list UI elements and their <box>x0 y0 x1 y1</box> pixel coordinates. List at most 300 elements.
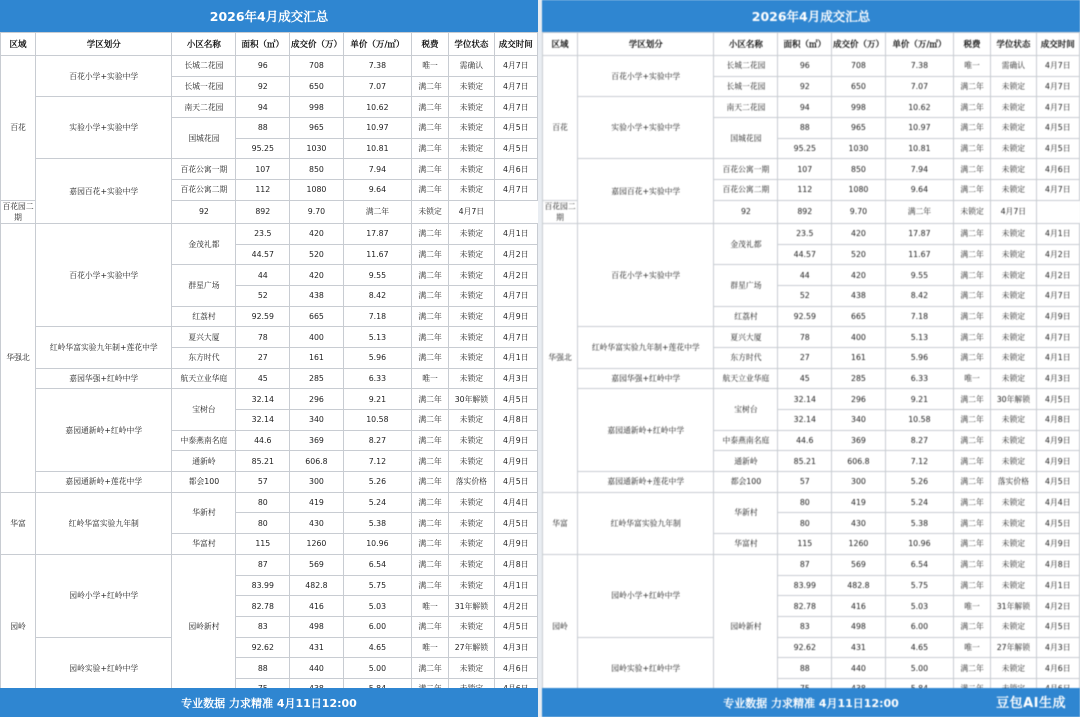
unit-price-cell: 10.81 <box>885 138 953 159</box>
deal-time-cell: 4月7日 <box>494 56 537 77</box>
deal-time-cell: 4月5日 <box>494 472 537 493</box>
unit-price-cell: 10.96 <box>885 534 953 555</box>
school-status-cell: 30年解锁 <box>449 389 494 410</box>
community-cell: 百花公寓一期 <box>172 159 236 180</box>
table-row <box>1 159 538 180</box>
table-body <box>543 56 1080 700</box>
deal-time-cell: 4月9日 <box>1036 430 1079 451</box>
area-cell: 92.62 <box>236 637 290 658</box>
tax-cell: 满二年 <box>953 616 990 637</box>
unit-price-cell: 17.87 <box>885 223 953 244</box>
deal-time-cell: 4月7日 <box>449 200 494 223</box>
area-cell: 115 <box>778 534 832 555</box>
school-district-cell: 红岭华富实验九年制 <box>36 492 172 554</box>
school-district-cell: 百花小学+实验中学 <box>36 223 172 326</box>
column-header: 成交价（万） <box>290 33 344 56</box>
unit-price-cell: 5.38 <box>343 513 411 534</box>
tax-cell: 满二年 <box>953 389 990 410</box>
unit-price-cell: 7.18 <box>343 306 411 327</box>
deal-time-cell: 4月1日 <box>494 575 537 596</box>
unit-price-cell: 7.38 <box>885 56 953 77</box>
table-row <box>543 223 1080 244</box>
unit-price-cell: 5.13 <box>343 327 411 348</box>
tax-cell: 满二年 <box>953 327 990 348</box>
school-district-cell: 嘉园通新岭+红岭中学 <box>578 389 714 472</box>
area-cell: 32.14 <box>778 389 832 410</box>
school-status-cell: 未锁定 <box>449 76 494 97</box>
tax-cell: 唯一 <box>411 596 448 617</box>
school-status-cell: 未锁定 <box>449 306 494 327</box>
deal-time-cell: 4月7日 <box>494 180 537 201</box>
price-cell: 965 <box>832 118 886 139</box>
deal-time-cell: 4月5日 <box>1036 118 1079 139</box>
price-cell: 665 <box>290 306 344 327</box>
deal-time-cell: 4月3日 <box>1036 637 1079 658</box>
region-cell: 华富 <box>543 492 578 554</box>
price-cell: 892 <box>778 200 832 223</box>
summary-panel-left <box>0 0 538 717</box>
price-cell: 650 <box>832 76 886 97</box>
price-cell: 430 <box>832 513 886 534</box>
tax-cell: 满二年 <box>411 534 448 555</box>
area-cell: 85.21 <box>778 451 832 472</box>
price-cell: 369 <box>290 430 344 451</box>
area-cell: 44.6 <box>236 430 290 451</box>
price-cell: 419 <box>832 492 886 513</box>
unit-price-cell: 10.62 <box>885 97 953 118</box>
tax-cell: 满二年 <box>885 200 953 223</box>
deal-time-cell: 4月4日 <box>1036 492 1079 513</box>
deal-time-cell: 4月1日 <box>1036 223 1079 244</box>
school-status-cell: 27年解锁 <box>449 637 494 658</box>
community-cell: 航天立业华庭 <box>172 368 236 389</box>
school-status-cell: 未锁定 <box>991 159 1036 180</box>
price-cell: 369 <box>832 430 886 451</box>
deal-time-cell: 4月5日 <box>494 389 537 410</box>
area-cell: 82.78 <box>236 596 290 617</box>
price-cell: 300 <box>290 472 344 493</box>
community-cell: 红荔村 <box>714 306 778 327</box>
tax-cell: 满二年 <box>411 451 448 472</box>
unit-price-cell: 7.94 <box>885 159 953 180</box>
school-status-cell: 未锁定 <box>449 513 494 534</box>
column-header: 成交时间 <box>494 33 537 56</box>
summary-panel-right <box>542 0 1080 717</box>
school-status-cell: 未锁定 <box>991 368 1036 389</box>
community-cell: 中泰燕南名庭 <box>714 430 778 451</box>
school-status-cell: 未锁定 <box>449 368 494 389</box>
price-cell: 440 <box>832 658 886 679</box>
tax-cell: 满二年 <box>411 410 448 431</box>
community-cell: 南天二花园 <box>172 97 236 118</box>
school-status-cell: 未锁定 <box>449 180 494 201</box>
unit-price-cell: 5.96 <box>885 347 953 368</box>
column-header: 学区划分 <box>36 33 172 56</box>
school-status-cell: 未锁定 <box>991 513 1036 534</box>
area-cell: 112 <box>778 180 832 201</box>
deal-time-cell: 4月5日 <box>1036 472 1079 493</box>
price-cell: 300 <box>832 472 886 493</box>
school-district-cell: 百花小学+实验中学 <box>578 223 714 326</box>
deal-time-cell: 4月1日 <box>1036 575 1079 596</box>
school-status-cell: 未锁定 <box>991 244 1036 265</box>
deal-time-cell: 4月2日 <box>1036 596 1079 617</box>
unit-price-cell: 5.03 <box>343 596 411 617</box>
price-cell: 998 <box>832 97 886 118</box>
deal-time-cell: 4月7日 <box>494 76 537 97</box>
unit-price-cell: 10.58 <box>343 410 411 431</box>
table-row <box>1 97 538 118</box>
community-cell: 华新村 <box>714 492 778 533</box>
column-header: 小区名称 <box>714 33 778 56</box>
unit-price-cell: 9.64 <box>343 180 411 201</box>
school-status-cell: 31年解锁 <box>449 596 494 617</box>
unit-price-cell: 5.26 <box>885 472 953 493</box>
unit-price-cell: 8.42 <box>343 285 411 306</box>
unit-price-cell: 6.33 <box>885 368 953 389</box>
price-cell: 416 <box>832 596 886 617</box>
deal-time-cell: 4月7日 <box>1036 327 1079 348</box>
community-cell: 华新村 <box>172 492 236 533</box>
deal-time-cell: 4月5日 <box>1036 138 1079 159</box>
price-cell: 440 <box>290 658 344 679</box>
deal-time-cell: 4月7日 <box>1036 97 1079 118</box>
school-status-cell: 未锁定 <box>449 616 494 637</box>
deal-time-cell: 4月7日 <box>1036 76 1079 97</box>
area-cell: 88 <box>778 118 832 139</box>
tax-cell: 满二年 <box>953 244 990 265</box>
unit-price-cell: 6.00 <box>343 616 411 637</box>
school-district-cell: 实验小学+实验中学 <box>578 97 714 159</box>
area-cell: 80 <box>236 492 290 513</box>
area-cell: 83.99 <box>236 575 290 596</box>
community-cell: 红荔村 <box>172 306 236 327</box>
unit-price-cell: 10.62 <box>343 97 411 118</box>
school-district-cell: 嘉园百花+实验中学 <box>578 159 714 223</box>
tax-cell: 满二年 <box>953 410 990 431</box>
community-cell: 东方时代 <box>172 347 236 368</box>
price-cell: 892 <box>236 200 290 223</box>
area-cell: 52 <box>236 285 290 306</box>
tax-cell: 唯一 <box>953 56 990 77</box>
tax-cell: 唯一 <box>953 596 990 617</box>
unit-price-cell: 7.38 <box>343 56 411 77</box>
price-cell: 285 <box>832 368 886 389</box>
deal-time-cell: 4月8日 <box>1036 410 1079 431</box>
community-cell: 夏兴大厦 <box>714 327 778 348</box>
tax-cell: 满二年 <box>411 492 448 513</box>
table-row <box>543 368 1080 389</box>
table-row <box>1 368 538 389</box>
unit-price-cell: 7.12 <box>885 451 953 472</box>
school-status-cell: 未锁定 <box>449 658 494 679</box>
area-cell: 83 <box>778 616 832 637</box>
region-cell: 百花 <box>543 56 578 201</box>
price-cell: 431 <box>290 637 344 658</box>
price-cell: 965 <box>290 118 344 139</box>
area-cell: 95.25 <box>236 138 290 159</box>
price-cell: 430 <box>290 513 344 534</box>
deal-time-cell: 4月2日 <box>494 265 537 286</box>
deal-time-cell: 4月2日 <box>494 596 537 617</box>
school-status-cell: 未锁定 <box>449 347 494 368</box>
unit-price-cell: 9.55 <box>343 265 411 286</box>
unit-price-cell: 9.21 <box>343 389 411 410</box>
column-header: 学区划分 <box>578 33 714 56</box>
tax-cell: 满二年 <box>411 138 448 159</box>
deal-time-cell: 4月6日 <box>1036 658 1079 679</box>
unit-price-cell: 5.24 <box>343 492 411 513</box>
area-cell: 82.78 <box>778 596 832 617</box>
deal-time-cell: 4月2日 <box>494 244 537 265</box>
unit-price-cell: 5.75 <box>885 575 953 596</box>
tax-cell: 唯一 <box>411 637 448 658</box>
tax-cell: 满二年 <box>953 513 990 534</box>
region-cell: 园岭 <box>543 554 578 699</box>
unit-price-cell: 4.65 <box>343 637 411 658</box>
price-cell: 606.8 <box>290 451 344 472</box>
unit-price-cell: 7.94 <box>343 159 411 180</box>
tax-cell: 满二年 <box>411 430 448 451</box>
school-status-cell: 未锁定 <box>991 265 1036 286</box>
area-cell: 44.57 <box>778 244 832 265</box>
table-row <box>543 554 1080 575</box>
unit-price-cell: 10.81 <box>343 138 411 159</box>
tax-cell: 满二年 <box>953 451 990 472</box>
deal-time-cell: 4月5日 <box>1036 389 1079 410</box>
unit-price-cell: 7.07 <box>885 76 953 97</box>
price-cell: 431 <box>832 637 886 658</box>
school-status-cell: 未锁定 <box>991 285 1036 306</box>
tax-cell: 满二年 <box>953 97 990 118</box>
school-status-cell: 未锁定 <box>449 554 494 575</box>
area-cell: 80 <box>778 513 832 534</box>
school-district-cell: 实验小学+实验中学 <box>36 97 172 159</box>
price-cell: 1080 <box>832 180 886 201</box>
deal-time-cell: 4月8日 <box>494 554 537 575</box>
deal-time-cell: 4月9日 <box>1036 451 1079 472</box>
price-cell: 1030 <box>832 138 886 159</box>
tax-cell: 满二年 <box>953 554 990 575</box>
school-district-cell: 百花小学+实验中学 <box>36 56 172 97</box>
tax-cell: 满二年 <box>411 554 448 575</box>
school-status-cell: 未锁定 <box>991 575 1036 596</box>
school-district-cell: 嘉园华强+红岭中学 <box>578 368 714 389</box>
area-cell: 83.99 <box>778 575 832 596</box>
tax-cell: 满二年 <box>411 159 448 180</box>
unit-price-cell: 5.13 <box>885 327 953 348</box>
area-cell: 52 <box>778 285 832 306</box>
unit-price-cell: 7.12 <box>343 451 411 472</box>
unit-price-cell: 10.97 <box>343 118 411 139</box>
community-cell: 国城花园 <box>714 118 778 159</box>
tax-cell: 满二年 <box>953 265 990 286</box>
area-cell: 95.25 <box>778 138 832 159</box>
tax-cell: 满二年 <box>411 265 448 286</box>
region-cell: 百花 <box>1 56 36 201</box>
unit-price-cell: 17.87 <box>343 223 411 244</box>
tax-cell: 满二年 <box>953 285 990 306</box>
area-cell: 92 <box>236 76 290 97</box>
community-cell: 通新岭 <box>172 451 236 472</box>
price-cell: 416 <box>290 596 344 617</box>
table-row <box>543 472 1080 493</box>
deal-time-cell: 4月5日 <box>494 616 537 637</box>
school-status-cell: 未锁定 <box>449 451 494 472</box>
tax-cell: 满二年 <box>953 534 990 555</box>
school-status-cell: 未锁定 <box>449 118 494 139</box>
tax-cell: 唯一 <box>953 637 990 658</box>
tax-cell: 唯一 <box>411 56 448 77</box>
column-header: 面积（㎡） <box>778 33 832 56</box>
tax-cell: 满二年 <box>953 430 990 451</box>
unit-price-cell: 5.75 <box>343 575 411 596</box>
tax-cell: 唯一 <box>953 368 990 389</box>
area-cell: 115 <box>236 534 290 555</box>
unit-price-cell: 9.21 <box>885 389 953 410</box>
tax-cell: 满二年 <box>953 159 990 180</box>
area-cell: 23.5 <box>236 223 290 244</box>
price-cell: 285 <box>290 368 344 389</box>
school-status-cell: 未锁定 <box>991 347 1036 368</box>
school-status-cell: 落实价格 <box>991 472 1036 493</box>
deal-time-cell: 4月7日 <box>1036 180 1079 201</box>
tax-cell: 满二年 <box>411 285 448 306</box>
school-status-cell: 未锁定 <box>991 430 1036 451</box>
school-status-cell: 未锁定 <box>991 138 1036 159</box>
school-district-cell: 园岭实验+红岭中学 <box>578 637 714 699</box>
area-cell: 23.5 <box>778 223 832 244</box>
column-header: 成交价（万） <box>832 33 886 56</box>
area-cell: 44 <box>778 265 832 286</box>
school-status-cell: 未锁定 <box>991 118 1036 139</box>
area-cell: 112 <box>236 180 290 201</box>
school-status-cell: 未锁定 <box>449 159 494 180</box>
price-cell: 420 <box>290 265 344 286</box>
column-header: 学位状态 <box>449 33 494 56</box>
area-cell: 45 <box>236 368 290 389</box>
area-cell: 44 <box>236 265 290 286</box>
area-cell: 94 <box>236 97 290 118</box>
tax-cell: 满二年 <box>411 389 448 410</box>
area-cell: 27 <box>778 347 832 368</box>
school-district-cell: 嘉园通新岭+莲花中学 <box>36 472 172 493</box>
unit-price-cell: 9.64 <box>885 180 953 201</box>
unit-price-cell: 10.97 <box>885 118 953 139</box>
deal-time-cell: 4月1日 <box>494 223 537 244</box>
school-status-cell: 27年解锁 <box>991 637 1036 658</box>
deal-time-cell: 4月5日 <box>494 513 537 534</box>
community-cell: 南天二花园 <box>714 97 778 118</box>
tax-cell: 满二年 <box>411 658 448 679</box>
community-cell: 金茂礼都 <box>714 223 778 264</box>
school-status-cell: 未锁定 <box>449 534 494 555</box>
area-cell: 92.59 <box>236 306 290 327</box>
column-header: 小区名称 <box>172 33 236 56</box>
school-status-cell: 未锁定 <box>449 285 494 306</box>
area-cell: 94 <box>778 97 832 118</box>
unit-price-cell: 11.67 <box>343 244 411 265</box>
tax-cell: 满二年 <box>411 223 448 244</box>
area-cell: 80 <box>778 492 832 513</box>
area-cell: 57 <box>236 472 290 493</box>
deal-time-cell: 4月6日 <box>494 658 537 679</box>
unit-price-cell: 5.96 <box>343 347 411 368</box>
watermark: 豆包AI生成 <box>996 696 1066 711</box>
tax-cell: 满二年 <box>953 223 990 244</box>
unit-price-cell: 8.27 <box>343 430 411 451</box>
deal-time-cell: 4月6日 <box>494 159 537 180</box>
community-cell: 长城一花园 <box>714 76 778 97</box>
area-cell: 92.59 <box>778 306 832 327</box>
price-cell: 520 <box>290 244 344 265</box>
deal-time-cell: 4月5日 <box>494 138 537 159</box>
area-cell: 80 <box>236 513 290 534</box>
price-cell: 340 <box>832 410 886 431</box>
deal-time-cell: 4月3日 <box>1036 368 1079 389</box>
table-row <box>543 97 1080 118</box>
table-body <box>1 56 538 700</box>
community-cell: 园岭新村 <box>172 554 236 699</box>
area-cell: 27 <box>236 347 290 368</box>
school-district-cell: 园岭实验+红岭中学 <box>36 637 172 699</box>
price-cell: 569 <box>832 554 886 575</box>
school-status-cell: 未锁定 <box>991 492 1036 513</box>
tax-cell: 满二年 <box>411 306 448 327</box>
price-cell: 998 <box>290 97 344 118</box>
community-cell: 长城二花园 <box>714 56 778 77</box>
community-cell: 通新岭 <box>714 451 778 472</box>
price-cell: 708 <box>832 56 886 77</box>
panel-footer: 专业数据 力求精准 4月11日12:00 <box>0 688 538 717</box>
panel-title: 2026年4月成交汇总 <box>0 0 538 32</box>
unit-price-cell: 8.42 <box>885 285 953 306</box>
tax-cell: 满二年 <box>953 118 990 139</box>
area-cell: 32.14 <box>778 410 832 431</box>
unit-price-cell: 5.24 <box>885 492 953 513</box>
price-cell: 1080 <box>290 180 344 201</box>
school-district-cell: 红岭华富实验九年制 <box>578 492 714 554</box>
deal-time-cell: 4月4日 <box>494 492 537 513</box>
unit-price-cell: 10.96 <box>343 534 411 555</box>
school-status-cell: 30年解锁 <box>991 389 1036 410</box>
area-cell: 83 <box>236 616 290 637</box>
community-cell: 夏兴大厦 <box>172 327 236 348</box>
deal-time-cell: 4月9日 <box>494 430 537 451</box>
tax-cell: 满二年 <box>411 327 448 348</box>
school-status-cell: 未锁定 <box>411 200 448 223</box>
school-status-cell: 未锁定 <box>991 306 1036 327</box>
school-status-cell: 未锁定 <box>449 575 494 596</box>
price-cell: 296 <box>832 389 886 410</box>
school-status-cell: 未锁定 <box>991 327 1036 348</box>
community-cell: 宝树台 <box>714 389 778 430</box>
community-cell: 群星广场 <box>172 265 236 306</box>
unit-price-cell: 6.54 <box>885 554 953 575</box>
tax-cell: 满二年 <box>953 138 990 159</box>
school-status-cell: 未锁定 <box>449 138 494 159</box>
area-cell: 92.62 <box>778 637 832 658</box>
table-row <box>543 637 1080 658</box>
table-row <box>1 389 538 410</box>
price-cell: 850 <box>832 159 886 180</box>
school-status-cell: 未锁定 <box>449 223 494 244</box>
community-cell: 航天立业华庭 <box>714 368 778 389</box>
deal-time-cell: 4月7日 <box>1036 56 1079 77</box>
deal-time-cell: 4月1日 <box>1036 347 1079 368</box>
school-district-cell: 嘉园通新岭+红岭中学 <box>36 389 172 472</box>
tax-cell: 满二年 <box>411 97 448 118</box>
